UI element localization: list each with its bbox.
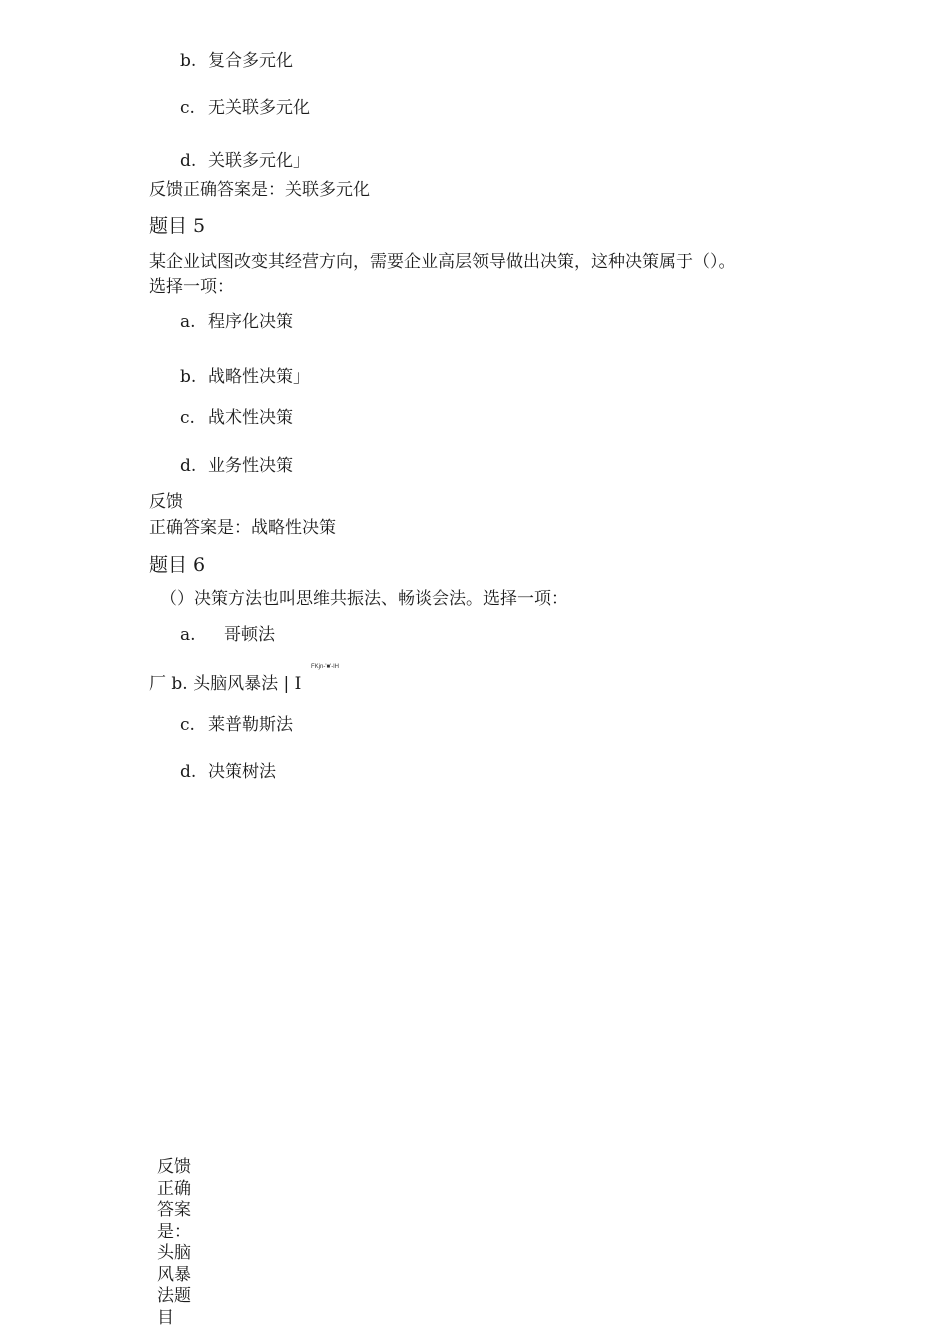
q4-option-d-letter: d. (180, 151, 197, 171)
q6-question: （）决策方法也叫思维共振法、畅谈会法。选择一项： (160, 589, 568, 609)
q5-option-a-text: 程序化决策 (208, 312, 293, 332)
q6-option-d-text: 决策树法 (208, 762, 276, 782)
q6-option-a-letter: a. (180, 625, 196, 645)
q5-option-c[interactable] (180, 410, 293, 427)
q4-feedback: 反馈正确答案是：关联多元化 (149, 180, 370, 200)
q6-option-d[interactable] (180, 764, 276, 781)
q5-title: 题目 5 (149, 215, 206, 237)
q4-option-b-text: 复合多元化 (208, 51, 293, 71)
q5-option-b[interactable] (180, 369, 310, 386)
q4-option-c-text: 无关联多元化 (208, 98, 310, 118)
q6-option-a[interactable] (180, 627, 275, 644)
q4-option-b[interactable] (180, 53, 293, 70)
q6-feedback-narrow: 反馈正确答案是：头脑风暴法题目 (157, 1157, 191, 1328)
q5-option-c-letter: c. (180, 408, 195, 428)
q6-option-b[interactable]: 厂 b. 头脑风暴法 | I (149, 674, 302, 694)
q5-option-d-text: 业务性决策 (208, 456, 293, 476)
q5-prompt: 选择一项： (149, 277, 234, 297)
q6-option-d-letter: d. (180, 762, 197, 782)
q4-option-b-letter: b. (180, 51, 197, 71)
q5-option-c-text: 战术性决策 (208, 408, 293, 428)
stray-mark: FKjn-'■'-lH (311, 664, 339, 670)
q4-option-c-letter: c. (180, 98, 195, 118)
q5-option-d[interactable] (180, 458, 293, 475)
q4-option-d-text: 关联多元化」 (208, 151, 310, 171)
q5-feedback-label: 反馈 (149, 492, 183, 512)
q6-option-a-text: 哥顿法 (224, 625, 275, 645)
q6-option-c-letter: c. (180, 715, 195, 735)
q5-option-b-text: 战略性决策」 (208, 367, 310, 387)
q4-option-c[interactable] (180, 100, 310, 117)
q5-option-a[interactable] (180, 314, 293, 331)
q5-option-a-letter: a. (180, 312, 196, 332)
q6-option-c-text: 莱普勒斯法 (208, 715, 293, 735)
q5-feedback-answer: 正确答案是：战略性决策 (149, 518, 336, 538)
q6-option-c[interactable] (180, 717, 293, 734)
q5-option-b-letter: b. (180, 367, 197, 387)
q4-option-d[interactable] (180, 153, 310, 170)
q5-option-d-letter: d. (180, 456, 197, 476)
q5-question: 某企业试图改变其经营方向，需要企业高层领导做出决策，这种决策属于（）。 (149, 252, 736, 272)
q6-title: 题目 6 (149, 554, 206, 576)
